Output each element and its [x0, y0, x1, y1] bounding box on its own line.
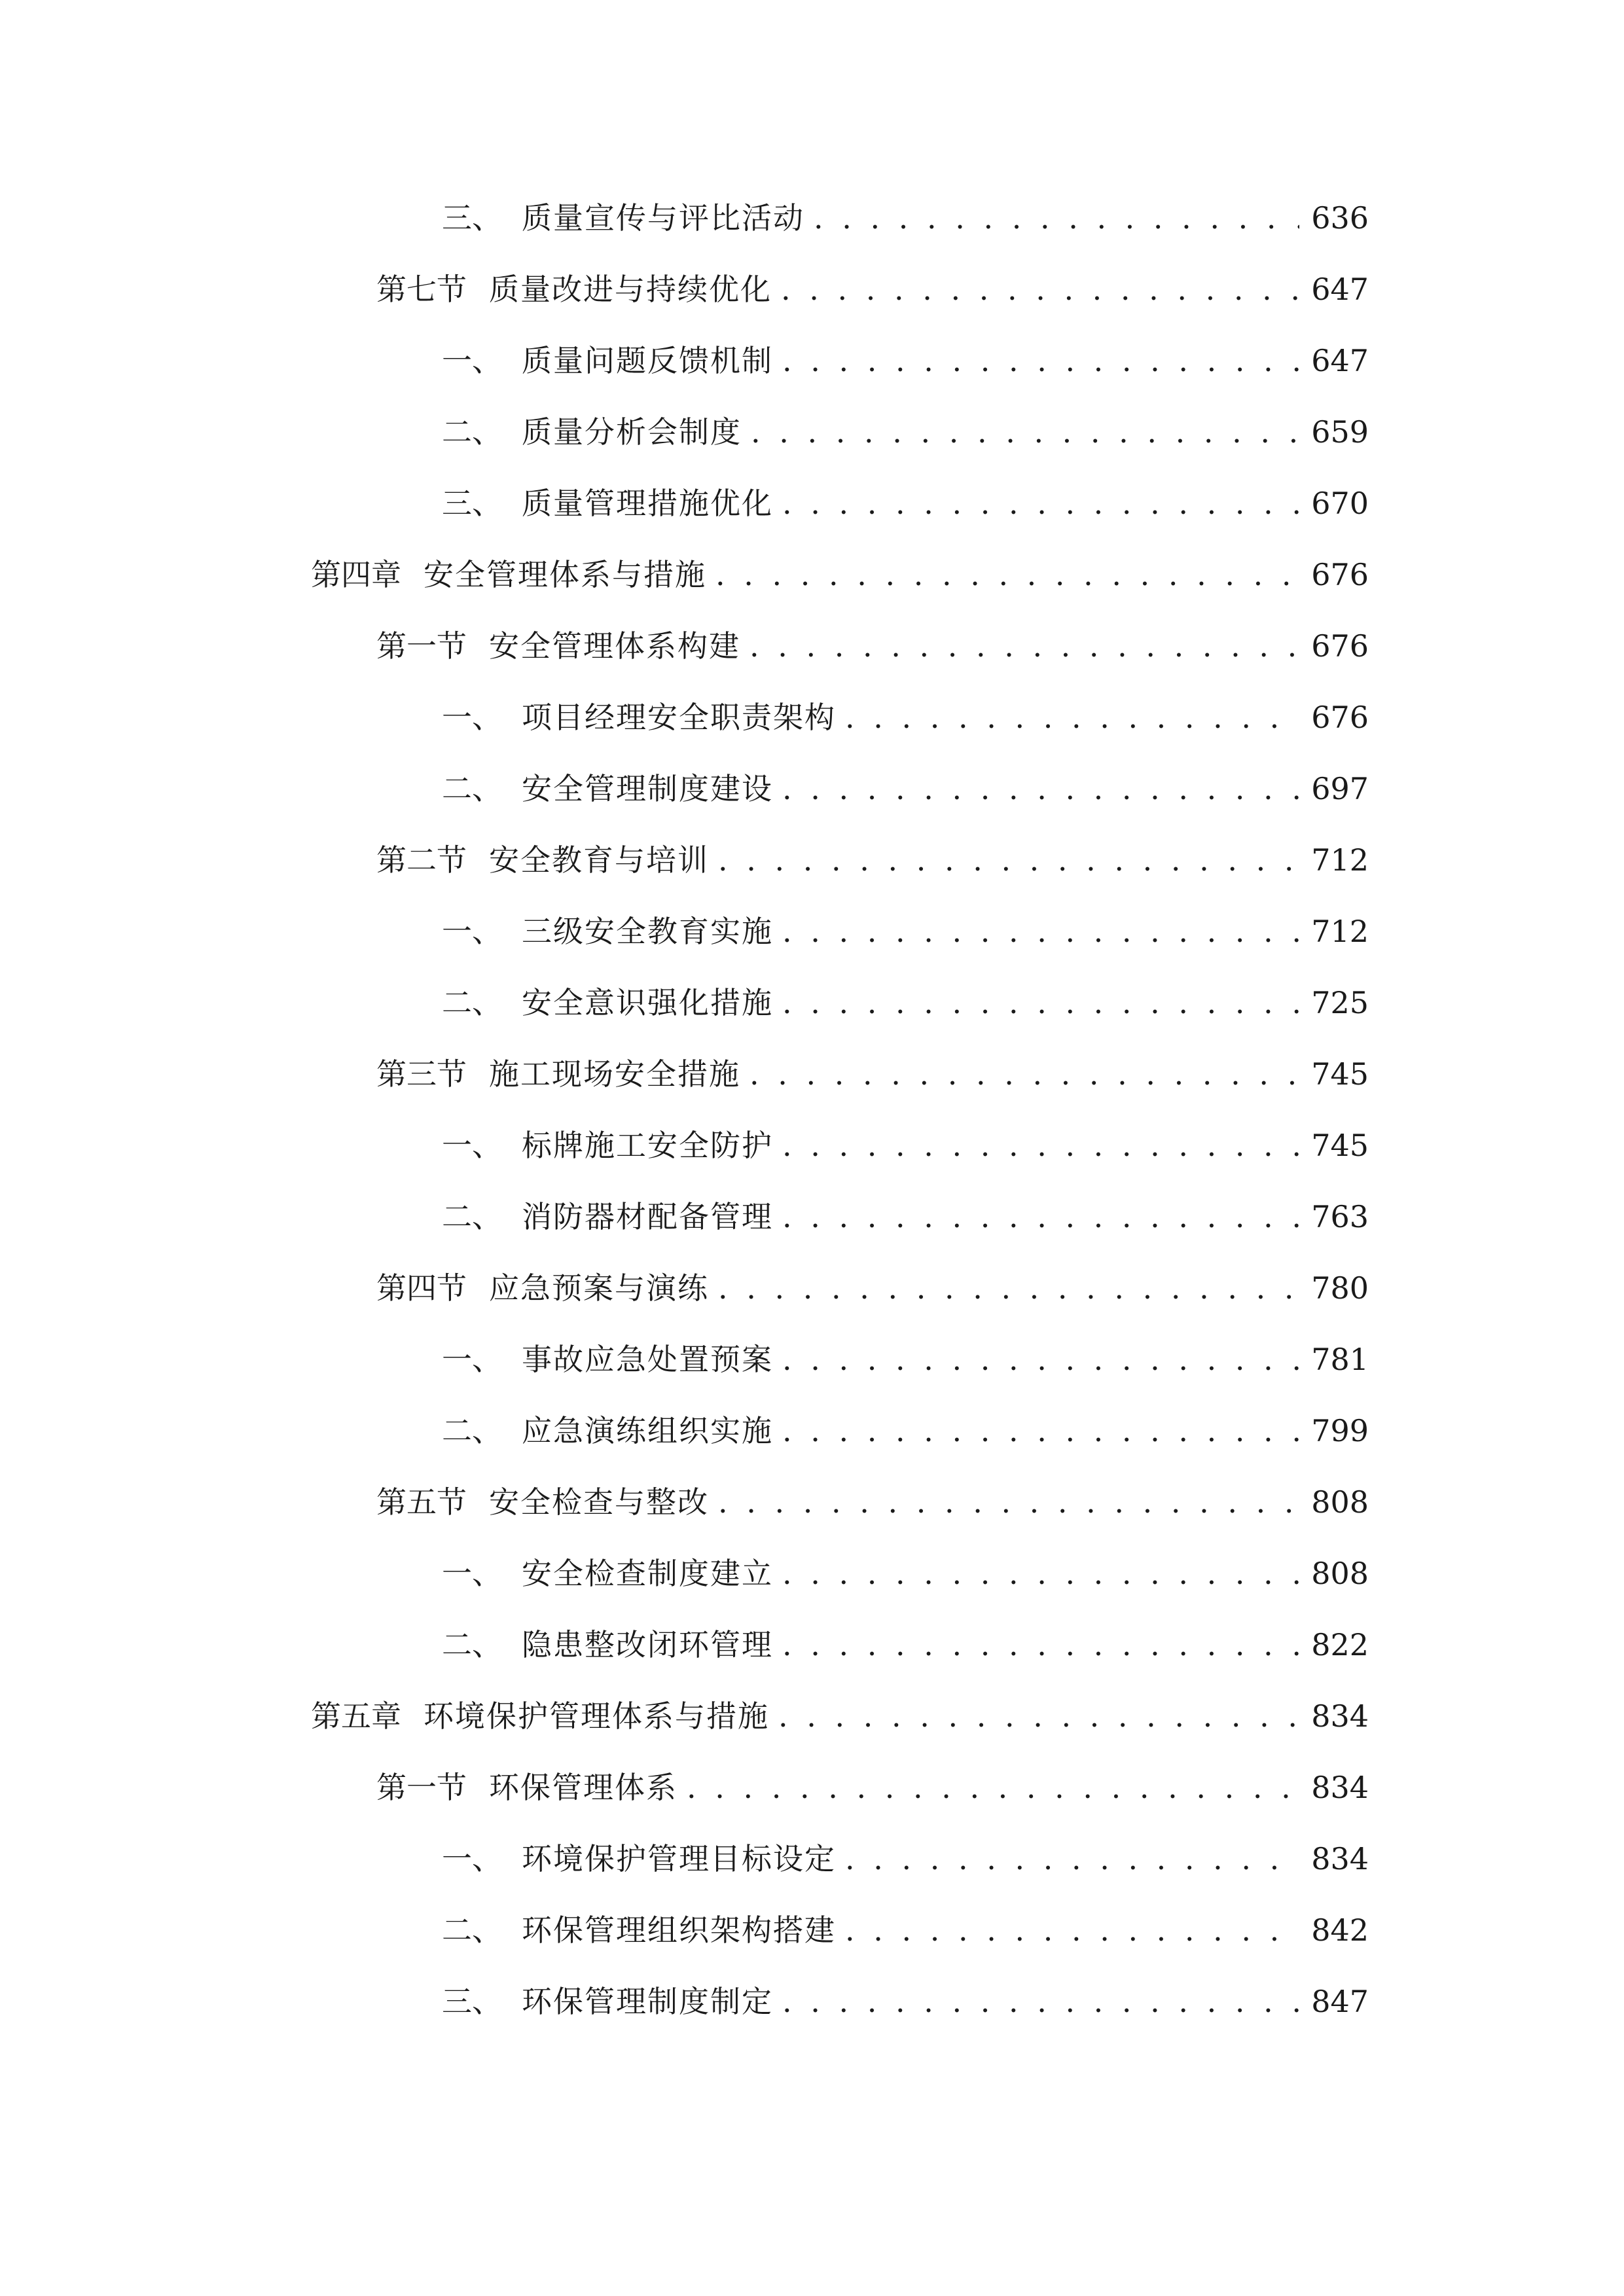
toc-dot-leader [751, 406, 1299, 458]
toc-entry-number: 一、 [442, 700, 502, 735]
toc-entry[interactable] [442, 1904, 1369, 1956]
toc-entry[interactable] [376, 1048, 1369, 1100]
toc-dot-leader [782, 762, 1299, 815]
toc-entry-page: 676 [1311, 557, 1369, 592]
toc-entry[interactable] [442, 192, 1369, 244]
toc-dot-leader [778, 1690, 1299, 1742]
toc-entry[interactable] [442, 977, 1369, 1029]
toc-entry-title: 三级安全教育实施 [522, 914, 773, 949]
toc-dot-leader [782, 905, 1299, 958]
toc-entry-number: 二、 [442, 771, 502, 806]
toc-entry[interactable] [442, 1547, 1369, 1600]
toc-entry-title: 质量管理措施优化 [522, 486, 773, 521]
toc-entry[interactable] [376, 1761, 1369, 1814]
toc-entry-page: 781 [1311, 1342, 1369, 1377]
toc-dot-leader [782, 1191, 1299, 1243]
toc-entry-page: 834 [1311, 1841, 1369, 1876]
toc-dot-leader [718, 834, 1299, 886]
toc-entry-number: 三、 [442, 486, 502, 521]
toc-dot-leader [782, 1547, 1299, 1600]
toc-entry-title: 环保管理体系 [489, 1770, 677, 1805]
toc-entry[interactable] [442, 1833, 1369, 1885]
toc-entry[interactable] [442, 1119, 1369, 1172]
toc-entry-number: 第三节 [376, 1056, 467, 1092]
toc-entry-title: 环保管理组织架构搭建 [522, 1912, 836, 1948]
toc-entry-title: 环保管理制度制定 [522, 1984, 773, 2019]
toc-entry-title: 事故应急处置预案 [522, 1342, 773, 1377]
toc-dot-leader [782, 1405, 1299, 1457]
toc-entry-page: 780 [1311, 1270, 1369, 1306]
toc-entry-page: 725 [1311, 985, 1369, 1020]
toc-entry-number: 三、 [442, 1984, 502, 2019]
toc-entry[interactable] [376, 1476, 1369, 1528]
toc-entry[interactable] [442, 1619, 1369, 1671]
toc-entry-title: 安全管理制度建设 [522, 771, 773, 806]
toc-entry-number: 第一节 [376, 628, 467, 664]
toc-dot-leader [718, 1476, 1299, 1528]
toc-entry-title: 项目经理安全职责架构 [522, 700, 836, 735]
toc-entry-page: 676 [1311, 700, 1369, 735]
toc-entry-title: 应急预案与演练 [489, 1270, 709, 1306]
toc-entry-title: 环境保护管理体系与措施 [424, 1698, 769, 1734]
toc-entry-page: 822 [1311, 1627, 1369, 1662]
toc-dot-leader [782, 1333, 1299, 1386]
toc-entry[interactable] [442, 691, 1369, 744]
toc-entry[interactable] [442, 905, 1369, 958]
toc-entry-page: 834 [1311, 1698, 1369, 1734]
toc-entry-title: 安全意识强化措施 [522, 985, 773, 1020]
toc-entry[interactable] [376, 834, 1369, 886]
toc-entry-page: 647 [1311, 343, 1369, 378]
toc-entry-title: 安全管理体系与措施 [424, 557, 706, 592]
toc-dot-leader [749, 1048, 1299, 1100]
toc-entry-number: 第四节 [376, 1270, 467, 1306]
toc-entry-number: 一、 [442, 914, 502, 949]
toc-entry-number: 二、 [442, 1413, 502, 1448]
toc-entry[interactable] [442, 1333, 1369, 1386]
toc-entry-number: 一、 [442, 1556, 502, 1591]
toc-entry[interactable] [442, 1975, 1369, 2028]
toc-entry-title: 隐患整改闭环管理 [522, 1627, 773, 1662]
toc-entry[interactable] [442, 1405, 1369, 1457]
toc-entry-number: 一、 [442, 1841, 502, 1876]
toc-dot-leader [845, 1904, 1299, 1956]
toc-entry-page: 712 [1311, 914, 1369, 949]
toc-entry-title: 施工现场安全措施 [489, 1056, 740, 1092]
toc-dot-leader [845, 1833, 1299, 1885]
toc-entry[interactable] [442, 762, 1369, 815]
toc-entry-number: 二、 [442, 1627, 502, 1662]
toc-entry[interactable] [376, 263, 1369, 315]
toc-entry-page: 647 [1311, 272, 1369, 307]
toc-entry-page: 799 [1311, 1413, 1369, 1448]
toc-dot-leader [687, 1761, 1299, 1814]
toc-entry-page: 676 [1311, 628, 1369, 664]
toc-entry-number: 三、 [442, 200, 502, 236]
toc-entry-number: 一、 [442, 343, 502, 378]
toc-entry[interactable] [442, 406, 1369, 458]
toc-entry-page: 636 [1311, 200, 1369, 236]
toc-entry-number: 二、 [442, 414, 502, 450]
toc-entry-number: 一、 [442, 1342, 502, 1377]
toc-dot-leader [781, 263, 1299, 315]
toc-entry-page: 670 [1311, 486, 1369, 521]
toc-entry[interactable] [442, 334, 1369, 387]
toc-entry-title: 质量改进与持续优化 [489, 272, 772, 307]
toc-entry-number: 一、 [442, 1128, 502, 1163]
toc-entry-page: 842 [1311, 1912, 1369, 1948]
toc-entry-title: 标牌施工安全防护 [522, 1128, 773, 1163]
toc-dot-leader [782, 1975, 1299, 2028]
toc-dot-leader [782, 1119, 1299, 1172]
toc-entry-number: 第四章 [311, 557, 401, 592]
toc-entry-page: 763 [1311, 1199, 1369, 1234]
toc-entry-title: 质量问题反馈机制 [522, 343, 773, 378]
toc-dot-leader [749, 620, 1299, 672]
toc-entry-page: 808 [1311, 1484, 1369, 1520]
toc-entry-number: 第二节 [376, 842, 467, 878]
toc-entry-title: 消防器材配备管理 [522, 1199, 773, 1234]
toc-entry-page: 808 [1311, 1556, 1369, 1591]
toc-dot-leader [782, 1619, 1299, 1671]
toc-dot-leader [715, 548, 1299, 601]
toc-entry[interactable] [376, 1262, 1369, 1314]
toc-entry-number: 第五节 [376, 1484, 467, 1520]
toc-dot-leader [845, 691, 1299, 744]
toc-entry-title: 应急演练组织实施 [522, 1413, 773, 1448]
toc-entry-page: 847 [1311, 1984, 1369, 2019]
toc-entry-page: 697 [1311, 771, 1369, 806]
toc-dot-leader [782, 977, 1299, 1029]
toc-dot-leader [782, 477, 1299, 529]
toc-entry-page: 745 [1311, 1056, 1369, 1092]
toc-entry-page: 712 [1311, 842, 1369, 878]
toc-entry-page: 834 [1311, 1770, 1369, 1805]
toc-entry[interactable] [442, 1191, 1369, 1243]
toc-dot-leader [718, 1262, 1299, 1314]
toc-entry-title: 质量分析会制度 [522, 414, 742, 450]
toc-entry-number: 第五章 [311, 1698, 401, 1734]
toc-entry-title: 安全管理体系构建 [489, 628, 740, 664]
toc-entry-number: 二、 [442, 1912, 502, 1948]
toc-dot-leader [814, 192, 1299, 244]
toc-entry-number: 二、 [442, 985, 502, 1020]
toc-entry-page: 745 [1311, 1128, 1369, 1163]
toc-entry-page: 659 [1311, 414, 1369, 450]
toc-dot-leader [782, 334, 1299, 387]
toc-entry[interactable] [442, 477, 1369, 529]
toc-entry[interactable] [311, 1690, 1369, 1742]
toc-entry-title: 安全教育与培训 [489, 842, 709, 878]
toc-entry-number: 二、 [442, 1199, 502, 1234]
toc-entry-title: 安全检查制度建立 [522, 1556, 773, 1591]
toc-entry[interactable] [376, 620, 1369, 672]
toc-entry-title: 质量宣传与评比活动 [522, 200, 804, 236]
toc-entry[interactable] [311, 548, 1369, 601]
toc-entry-title: 环境保护管理目标设定 [522, 1841, 836, 1876]
toc-entry-number: 第一节 [376, 1770, 467, 1805]
toc-entry-number: 第七节 [376, 272, 467, 307]
toc-entry-title: 安全检查与整改 [489, 1484, 709, 1520]
